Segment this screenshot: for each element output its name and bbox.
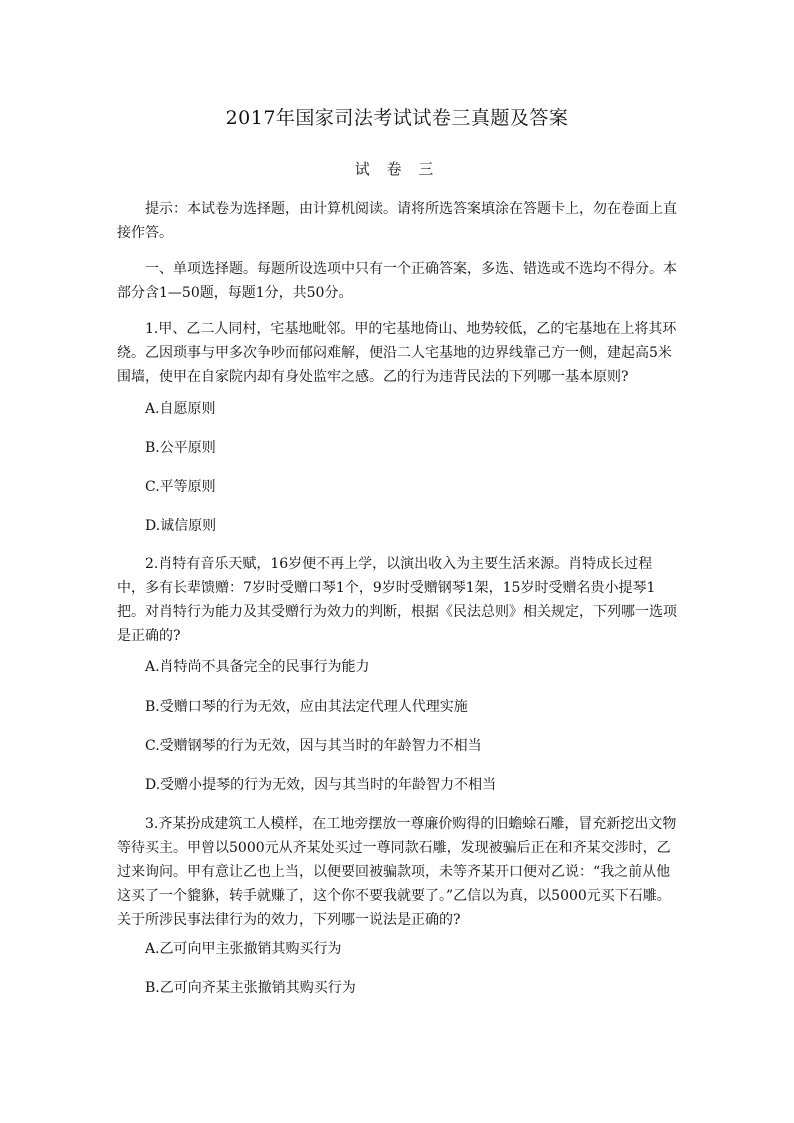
question-2-stem: 2.肖特有音乐天赋，16岁便不再上学，以演出收入为主要生活来源。肖特成长过程中，多有长辈馈赠：7岁时受赠口琴1个，9岁时受赠钢琴1架，15岁时受赠名贵小提琴1把。对肖特行为能力及其受赠行为效力的判断，根据《民法总则》相关规定，下列哪一选项是正确的? — [117, 556, 677, 644]
question-3-option-b: B.乙可向齐某主张撤销其购买行为 — [145, 980, 356, 996]
question-3-option-a: A.乙可向甲主张撤销其购买行为 — [145, 941, 342, 957]
section-heading: 一、单项选择题。每题所设选项中只有一个正确答案，多选、错选或不选均不得分。本部分含1—50题，每题1分，共50分。 — [117, 261, 677, 301]
document-title: 2017年国家司法考试试卷三真题及答案 — [225, 107, 569, 129]
question-2-option-c: C.受赠钢琴的行为无效，因与其当时的年龄智力不相当 — [145, 738, 482, 754]
question-1-option-d: D.诚信原则 — [145, 518, 217, 534]
question-1-option-a: A.自愿原则 — [145, 401, 216, 417]
question-1-option-b: B.公平原则 — [145, 440, 216, 456]
document-subtitle: 试 卷 三 — [354, 160, 440, 178]
question-2-option-a: A.肖特尚不具备完全的民事行为能力 — [145, 659, 370, 675]
question-1-option-c: C.平等原则 — [145, 479, 216, 495]
exam-tip: 提示：本试卷为选择题，由计算机阅读。请将所选答案填涂在答题卡上，勿在卷面上直接作答。 — [117, 201, 677, 241]
question-2-option-b: B.受赠口琴的行为无效，应由其法定代理人代理实施 — [145, 699, 468, 715]
question-1-stem: 1.甲、乙二人同村，宅基地毗邻。甲的宅基地倚山、地势较低，乙的宅基地在上将其环绕。乙因琐事与甲多次争吵而郁闷难解，便沿二人宅基地的边界线靠己方一侧，建起高5米围墙，使甲在自家院内却有身处监牢之感。乙的行为违背民法的下列哪一基本原则? — [117, 321, 677, 385]
question-3-stem: 3.齐某扮成建筑工人模样，在工地旁摆放一尊廉价购得的旧蟾蜍石雕，冒充新挖出文物等待买主。甲曾以5000元从齐某处买过一尊同款石雕，发现被骗后正在和齐某交涉时，乙过来询问。甲有意让乙也上当，以便要回被骗款项，未等齐某开口便对乙说：“我之前从他这买了一个貔貅，转手就赚了，这个你不要我就要了。”乙信以为真，以5000元买下石雕。关于所涉民事法律行为的效力，下列哪一说法是正确的? — [117, 816, 677, 928]
question-2-option-d: D.受赠小提琴的行为无效，因与其当时的年龄智力不相当 — [145, 777, 497, 793]
